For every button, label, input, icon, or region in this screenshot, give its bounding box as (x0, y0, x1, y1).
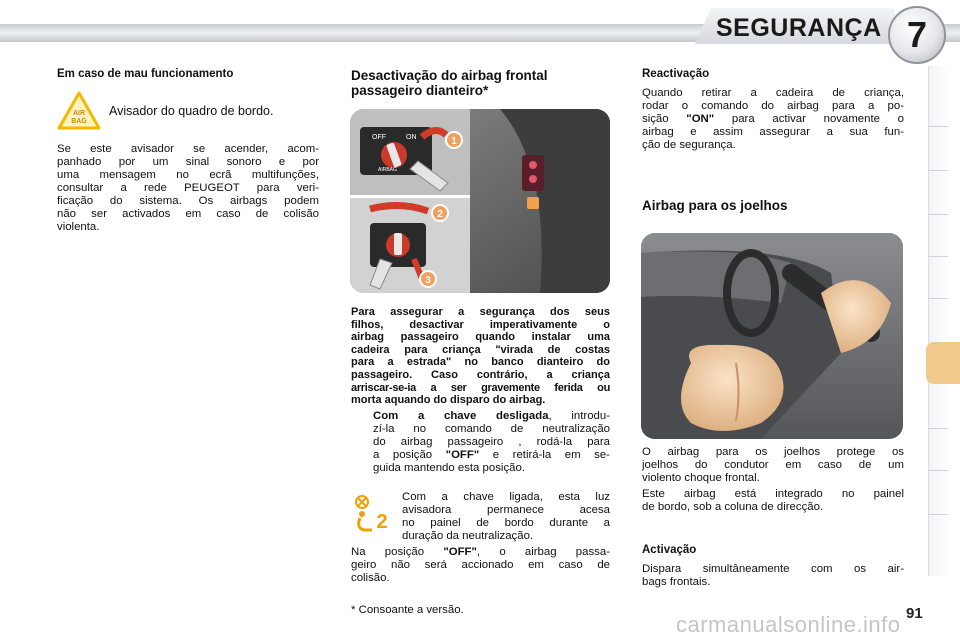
svg-text:AIR: AIR (72, 110, 86, 117)
off-position-paragraph: Na posição "OFF", o airbag passa- geiro não será accionado em caso de colisão. (351, 546, 610, 584)
knee-airbag-location: Este airbag está integrado no painel de bordo, sob a coluna de direcção. (642, 488, 904, 513)
chapter-tab-divider (928, 126, 948, 127)
photo-label-on: ON (406, 134, 417, 141)
chapter-tab-divider (928, 256, 948, 257)
svg-text:2: 2 (376, 511, 388, 532)
reactivation-heading: Reactivação (642, 68, 710, 80)
key-on-lamp-paragraph: Com a chave ligada, esta luz avisadora permanece acesa no painel de bordo durante a duração da neutralização. (402, 491, 610, 542)
knee-airbag-heading: Airbag para os joelhos (642, 198, 788, 213)
key-off-instruction: Com a chave desligada, introdu- zí-la no comando de neutralização do airbag passageiro , rodá-la para a posição "OFF" e retirá-la em se- guida mantendo esta posição. (373, 410, 610, 474)
watermark: carmanualsonline.info (676, 612, 901, 637)
malfunction-paragraph: Se este avisador se acender, acom- panhado por um sinal sonoro e por uma mensagem no ecrã multifunções, consultar a rede PEUGEOT para veri- ficação do sistema. Os airbags podem não ser activados em caso de colisão violenta. (57, 143, 319, 233)
airbag-switch-photo (350, 109, 610, 293)
passenger-airbag-off-icon (352, 494, 394, 532)
photo-step-3: 3 (425, 275, 431, 286)
malfunction-heading: Em caso de mau funcionamento (57, 68, 234, 80)
activation-heading: Activação (642, 544, 697, 556)
chapter-tab-active[interactable] (926, 342, 960, 384)
chapter-tab-divider (928, 298, 948, 299)
footnote: * Consoante a versão. (351, 604, 464, 616)
knee-airbag-description: O airbag para os joelhos protege os joelhos do condutor em caso de um violento choque frontal. (642, 446, 904, 484)
page-title: SEGURANÇA (716, 14, 882, 42)
chapter-tab-divider (928, 514, 948, 515)
chapter-tab-divider (928, 470, 948, 471)
photo-label-airbag: AIRBAG (378, 167, 397, 173)
reactivation-paragraph: Quando retirar a cadeira de criança, rodar o comando do airbag para a po- sição "ON" para activar novamente o airbag e assim assegurar a sua fun- ção de segurança. (642, 87, 904, 151)
svg-text:BAG: BAG (71, 118, 87, 125)
activation-paragraph: Dispara simultâneamente com os air- bags frontais. (642, 563, 904, 588)
chapter-number: 7 (906, 14, 928, 55)
photo-step-2: 2 (437, 209, 443, 220)
deactivation-heading: Desactivação do airbag frontal passageiro dianteiro* (351, 68, 548, 98)
airbag-warning-icon (57, 91, 101, 131)
child-seat-warning: Para assegurar a segurança dos seus filhos, desactivar imperativamente o airbag passageiro quando instalar uma cadeira para criança "virada de costas para a estrada" no banco dianteiro do passageiro. Caso contrário, a criança arriscar-se-ia a ser gravemente ferida ou morta aquando do disparo do airbag. (351, 306, 610, 407)
chapter-tab-divider (928, 214, 948, 215)
chapter-tab-divider (928, 428, 948, 429)
page-number: 91 (906, 605, 923, 622)
photo-label-off: OFF (372, 134, 386, 141)
knee-airbag-photo (641, 233, 903, 439)
chapter-badge (888, 6, 946, 64)
photo-step-1: 1 (451, 136, 457, 147)
warning-lamp-caption: Avisador do quadro de bordo. (109, 104, 274, 118)
chapter-tab-rail (928, 66, 948, 576)
chapter-tab-divider (928, 170, 948, 171)
